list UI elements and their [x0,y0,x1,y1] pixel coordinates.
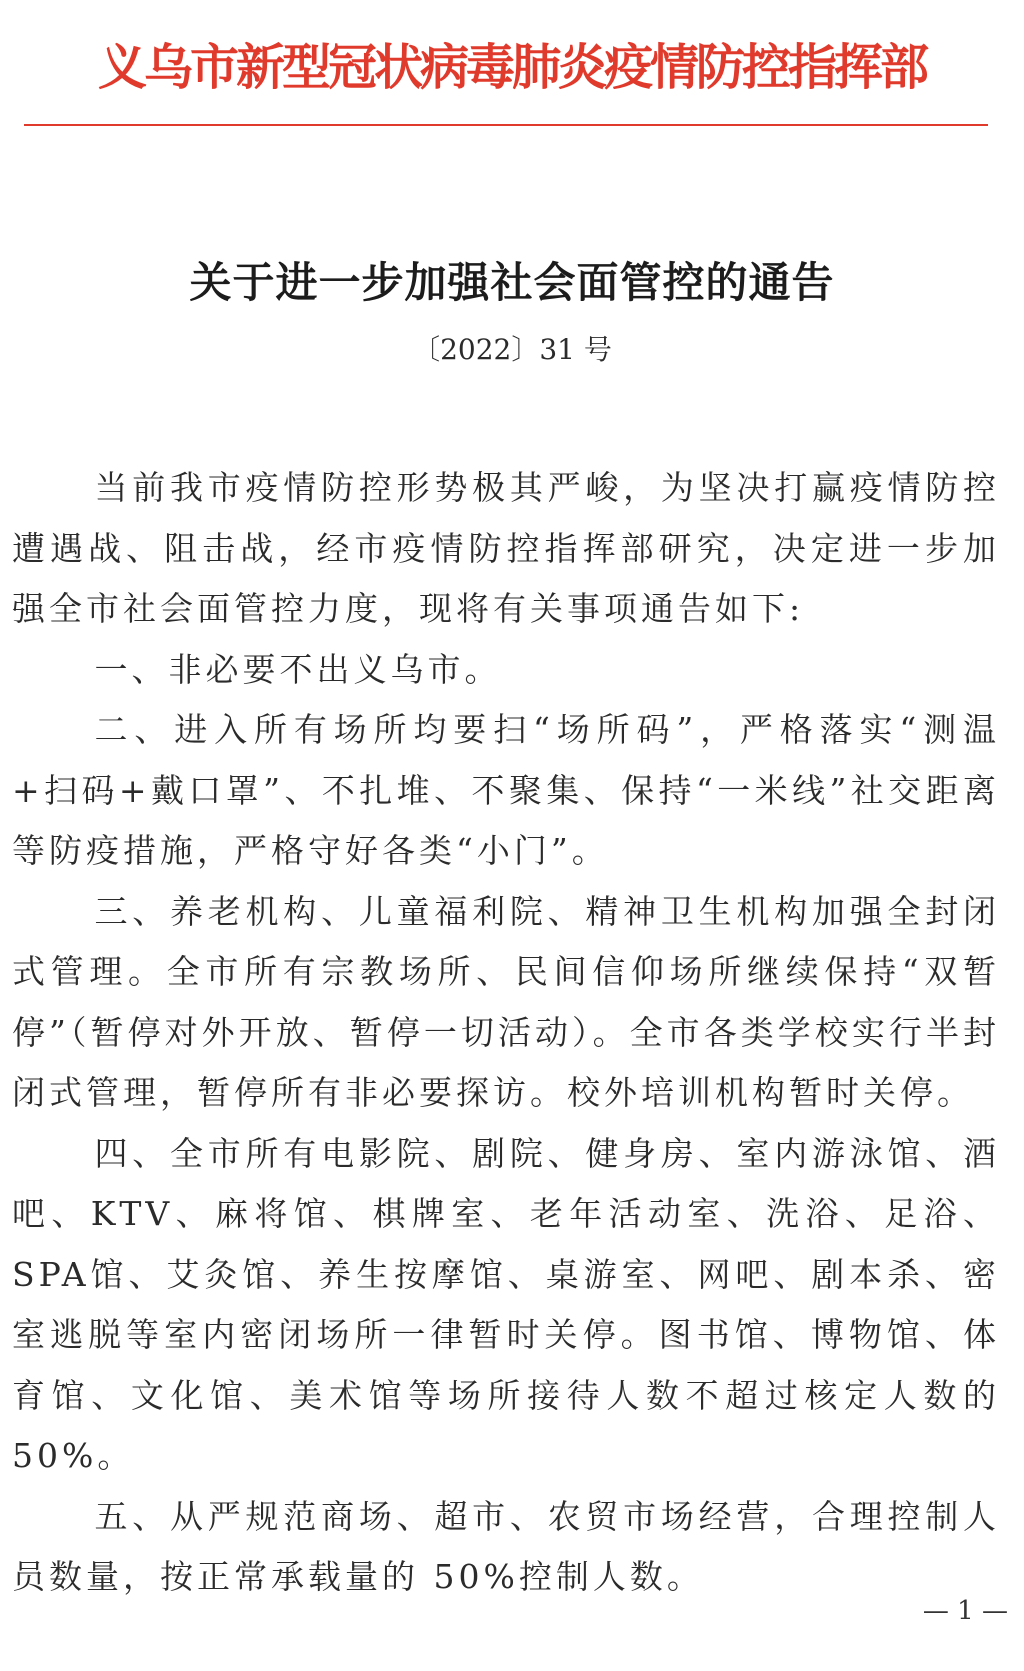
item-1: 一、非必要不出义乌市。 [94,649,502,689]
document-number: 〔2022〕31 号 [412,333,612,366]
item-5: 五、从严规范商场、超市、农贸市场经营，合理控制人员数量，按正常承载量的 50%控制人数。 [12,1496,1000,1596]
item-2: 二、进入所有场所均要扫“场所码”，严格落实“测温+扫码+戴口罩”、不扎堆、不聚集、保持“一米线”社交距离等防疫措施，严格守好各类“小门”。 [12,710,1000,870]
page-number: — 1 — [922,1596,1008,1626]
intro-paragraph: 当前我市疫情防控形势极其严峻，为坚决打赢疫情防控遭遇战、阻击战，经市疫情防控指挥部研究，决定进一步加强全市社会面管控力度，现将有关事项通告如下: [12,468,1000,628]
item-3: 三、养老机构、儿童福利院、精神卫生机构加强全封闭式管理。全市所有宗教场所、民间信仰场所继续保持“双暂停”（暂停对外开放、暂停一切活动）。全市各类学校实行半封闭式管理，暂停所有非必要探访。校外培训机构暂时关停。 [12,891,1000,1112]
header-divider [24,124,988,126]
notice-title: 关于进一步加强社会面管控的通告 [189,258,835,307]
item-4: 四、全市所有电影院、剧院、健身房、室内游泳馆、酒吧、KTV、麻将馆、棋牌室、老年活动室、洗浴、足浴、SPA馆、艾灸馆、养生按摩馆、桌游室、网吧、剧本杀、密室逃脱等室内密闭场所一律暂时关停。图书馆、博物馆、体育馆、文化馆、美术馆等场所接待人数不超过核定人数的 50%。 [12,1133,1000,1475]
notice-body [12,458,1000,1608]
agency-header: 义乌市新型冠状病毒肺炎疫情防控指挥部 [97,39,926,96]
